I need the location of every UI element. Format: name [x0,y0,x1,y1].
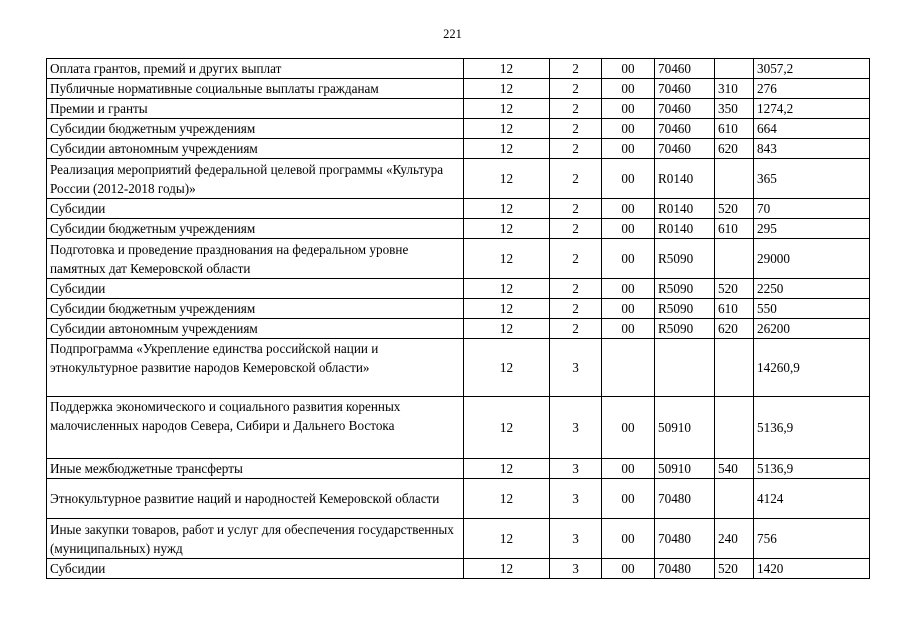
target-code-cell: 70480 [655,559,715,579]
expense-type-cell: 620 [715,319,754,339]
row-name-cell: Публичные нормативные социальные выплаты гражданам [47,79,464,99]
section-cell: 12 [464,319,550,339]
section-cell: 12 [464,339,550,397]
subsection-cell: 3 [550,479,602,519]
section-cell: 12 [464,119,550,139]
row-name-cell: Субсидии бюджетным учреждениям [47,219,464,239]
table-body [47,59,870,579]
target-code-cell: 70480 [655,519,715,559]
subsection-cell: 2 [550,99,602,119]
section-cell: 12 [464,239,550,279]
expense-type-cell [715,159,754,199]
expense-type-cell: 240 [715,519,754,559]
target-code-cell: R5090 [655,319,715,339]
section-cell: 12 [464,159,550,199]
row-name-cell: Субсидии бюджетным учреждениям [47,119,464,139]
section-cell: 12 [464,59,550,79]
expense-type-cell [715,59,754,79]
target-code-cell: R5090 [655,239,715,279]
amount-cell: 756 [754,519,870,559]
program-cell: 00 [602,559,655,579]
program-cell: 00 [602,219,655,239]
amount-cell: 276 [754,79,870,99]
target-code-cell [655,339,715,397]
table-row [47,199,870,219]
row-name-cell: Иные межбюджетные трансферты [47,459,464,479]
subsection-cell: 3 [550,519,602,559]
expense-type-cell [715,479,754,519]
subsection-cell: 3 [550,459,602,479]
target-code-cell: R0140 [655,219,715,239]
row-name-cell: Реализация мероприятий федеральной целевой программы «Культура России (2012-2018 годы)» [47,159,464,199]
subsection-cell: 2 [550,219,602,239]
subsection-cell: 2 [550,119,602,139]
table-row [47,219,870,239]
subsection-cell: 2 [550,319,602,339]
program-cell: 00 [602,397,655,459]
section-cell: 12 [464,559,550,579]
subsection-cell: 3 [550,559,602,579]
amount-cell: 1420 [754,559,870,579]
target-code-cell: 50910 [655,397,715,459]
target-code-cell: R5090 [655,279,715,299]
row-name-cell: Субсидии [47,199,464,219]
row-name-cell: Подготовка и проведение празднования на федеральном уровне памятных дат Кемеровской области [47,239,464,279]
amount-cell: 5136,9 [754,397,870,459]
expense-type-cell: 610 [715,299,754,319]
table-row [47,139,870,159]
amount-cell: 4124 [754,479,870,519]
row-name-cell: Премии и гранты [47,99,464,119]
program-cell: 00 [602,279,655,299]
section-cell: 12 [464,479,550,519]
table-row [47,479,870,519]
table-row [47,397,870,459]
program-cell: 00 [602,199,655,219]
row-name-cell: Подпрограмма «Укрепление единства российской нации и этнокультурное развитие народов Кемеровской области» [47,339,464,397]
section-cell: 12 [464,459,550,479]
subsection-cell: 2 [550,299,602,319]
program-cell: 00 [602,119,655,139]
table-row [47,159,870,199]
program-cell: 00 [602,99,655,119]
amount-cell: 550 [754,299,870,319]
table-row [47,279,870,299]
expense-type-cell: 520 [715,559,754,579]
program-cell: 00 [602,459,655,479]
amount-cell: 664 [754,119,870,139]
target-code-cell: R5090 [655,299,715,319]
program-cell: 00 [602,159,655,199]
program-cell: 00 [602,479,655,519]
program-cell: 00 [602,79,655,99]
section-cell: 12 [464,219,550,239]
expense-type-cell [715,339,754,397]
expense-type-cell: 540 [715,459,754,479]
subsection-cell: 3 [550,339,602,397]
program-cell: 00 [602,319,655,339]
table-row [47,239,870,279]
amount-cell: 295 [754,219,870,239]
expense-type-cell [715,239,754,279]
table-row [47,119,870,139]
row-name-cell: Оплата грантов, премий и других выплат [47,59,464,79]
amount-cell: 1274,2 [754,99,870,119]
row-name-cell: Субсидии [47,559,464,579]
expense-type-cell [715,397,754,459]
amount-cell: 29000 [754,239,870,279]
table-row [47,459,870,479]
target-code-cell: 70460 [655,119,715,139]
section-cell: 12 [464,139,550,159]
expense-type-cell: 520 [715,199,754,219]
program-cell: 00 [602,139,655,159]
subsection-cell: 2 [550,159,602,199]
expense-type-cell: 610 [715,119,754,139]
section-cell: 12 [464,397,550,459]
section-cell: 12 [464,279,550,299]
program-cell: 00 [602,299,655,319]
amount-cell: 3057,2 [754,59,870,79]
subsection-cell: 3 [550,397,602,459]
target-code-cell: 70460 [655,99,715,119]
page-number: 221 [443,27,462,41]
subsection-cell: 2 [550,279,602,299]
section-cell: 12 [464,199,550,219]
program-cell: 00 [602,519,655,559]
subsection-cell: 2 [550,199,602,219]
expense-type-cell: 620 [715,139,754,159]
target-code-cell: R0140 [655,199,715,219]
program-cell: 00 [602,239,655,279]
amount-cell: 365 [754,159,870,199]
target-code-cell: 50910 [655,459,715,479]
row-name-cell: Поддержка экономического и социального развития коренных малочисленных народов Севера, Сибири и Дальнего Востока [47,397,464,459]
amount-cell: 70 [754,199,870,219]
amount-cell: 843 [754,139,870,159]
program-cell [602,339,655,397]
row-name-cell: Субсидии бюджетным учреждениям [47,299,464,319]
table-row [47,319,870,339]
expense-type-cell: 350 [715,99,754,119]
section-cell: 12 [464,79,550,99]
table-row [47,519,870,559]
table-row [47,79,870,99]
expense-type-cell: 520 [715,279,754,299]
table-row [47,299,870,319]
subsection-cell: 2 [550,239,602,279]
row-name-cell: Субсидии [47,279,464,299]
row-name-cell: Субсидии автономным учреждениям [47,139,464,159]
amount-cell: 14260,9 [754,339,870,397]
subsection-cell: 2 [550,139,602,159]
expense-type-cell: 610 [715,219,754,239]
table-row [47,59,870,79]
target-code-cell: 70460 [655,139,715,159]
table-row [47,559,870,579]
row-name-cell: Иные закупки товаров, работ и услуг для обеспечения государственных (муниципальных) нужд [47,519,464,559]
amount-cell: 26200 [754,319,870,339]
budget-table [46,58,870,579]
table-row [47,339,870,397]
target-code-cell: 70460 [655,59,715,79]
subsection-cell: 2 [550,59,602,79]
table-row [47,99,870,119]
section-cell: 12 [464,99,550,119]
section-cell: 12 [464,299,550,319]
amount-cell: 2250 [754,279,870,299]
row-name-cell: Субсидии автономным учреждениям [47,319,464,339]
target-code-cell: 70480 [655,479,715,519]
expense-type-cell: 310 [715,79,754,99]
row-name-cell: Этнокультурное развитие наций и народностей Кемеровской области [47,479,464,519]
section-cell: 12 [464,519,550,559]
target-code-cell: R0140 [655,159,715,199]
amount-cell: 5136,9 [754,459,870,479]
program-cell: 00 [602,59,655,79]
subsection-cell: 2 [550,79,602,99]
target-code-cell: 70460 [655,79,715,99]
